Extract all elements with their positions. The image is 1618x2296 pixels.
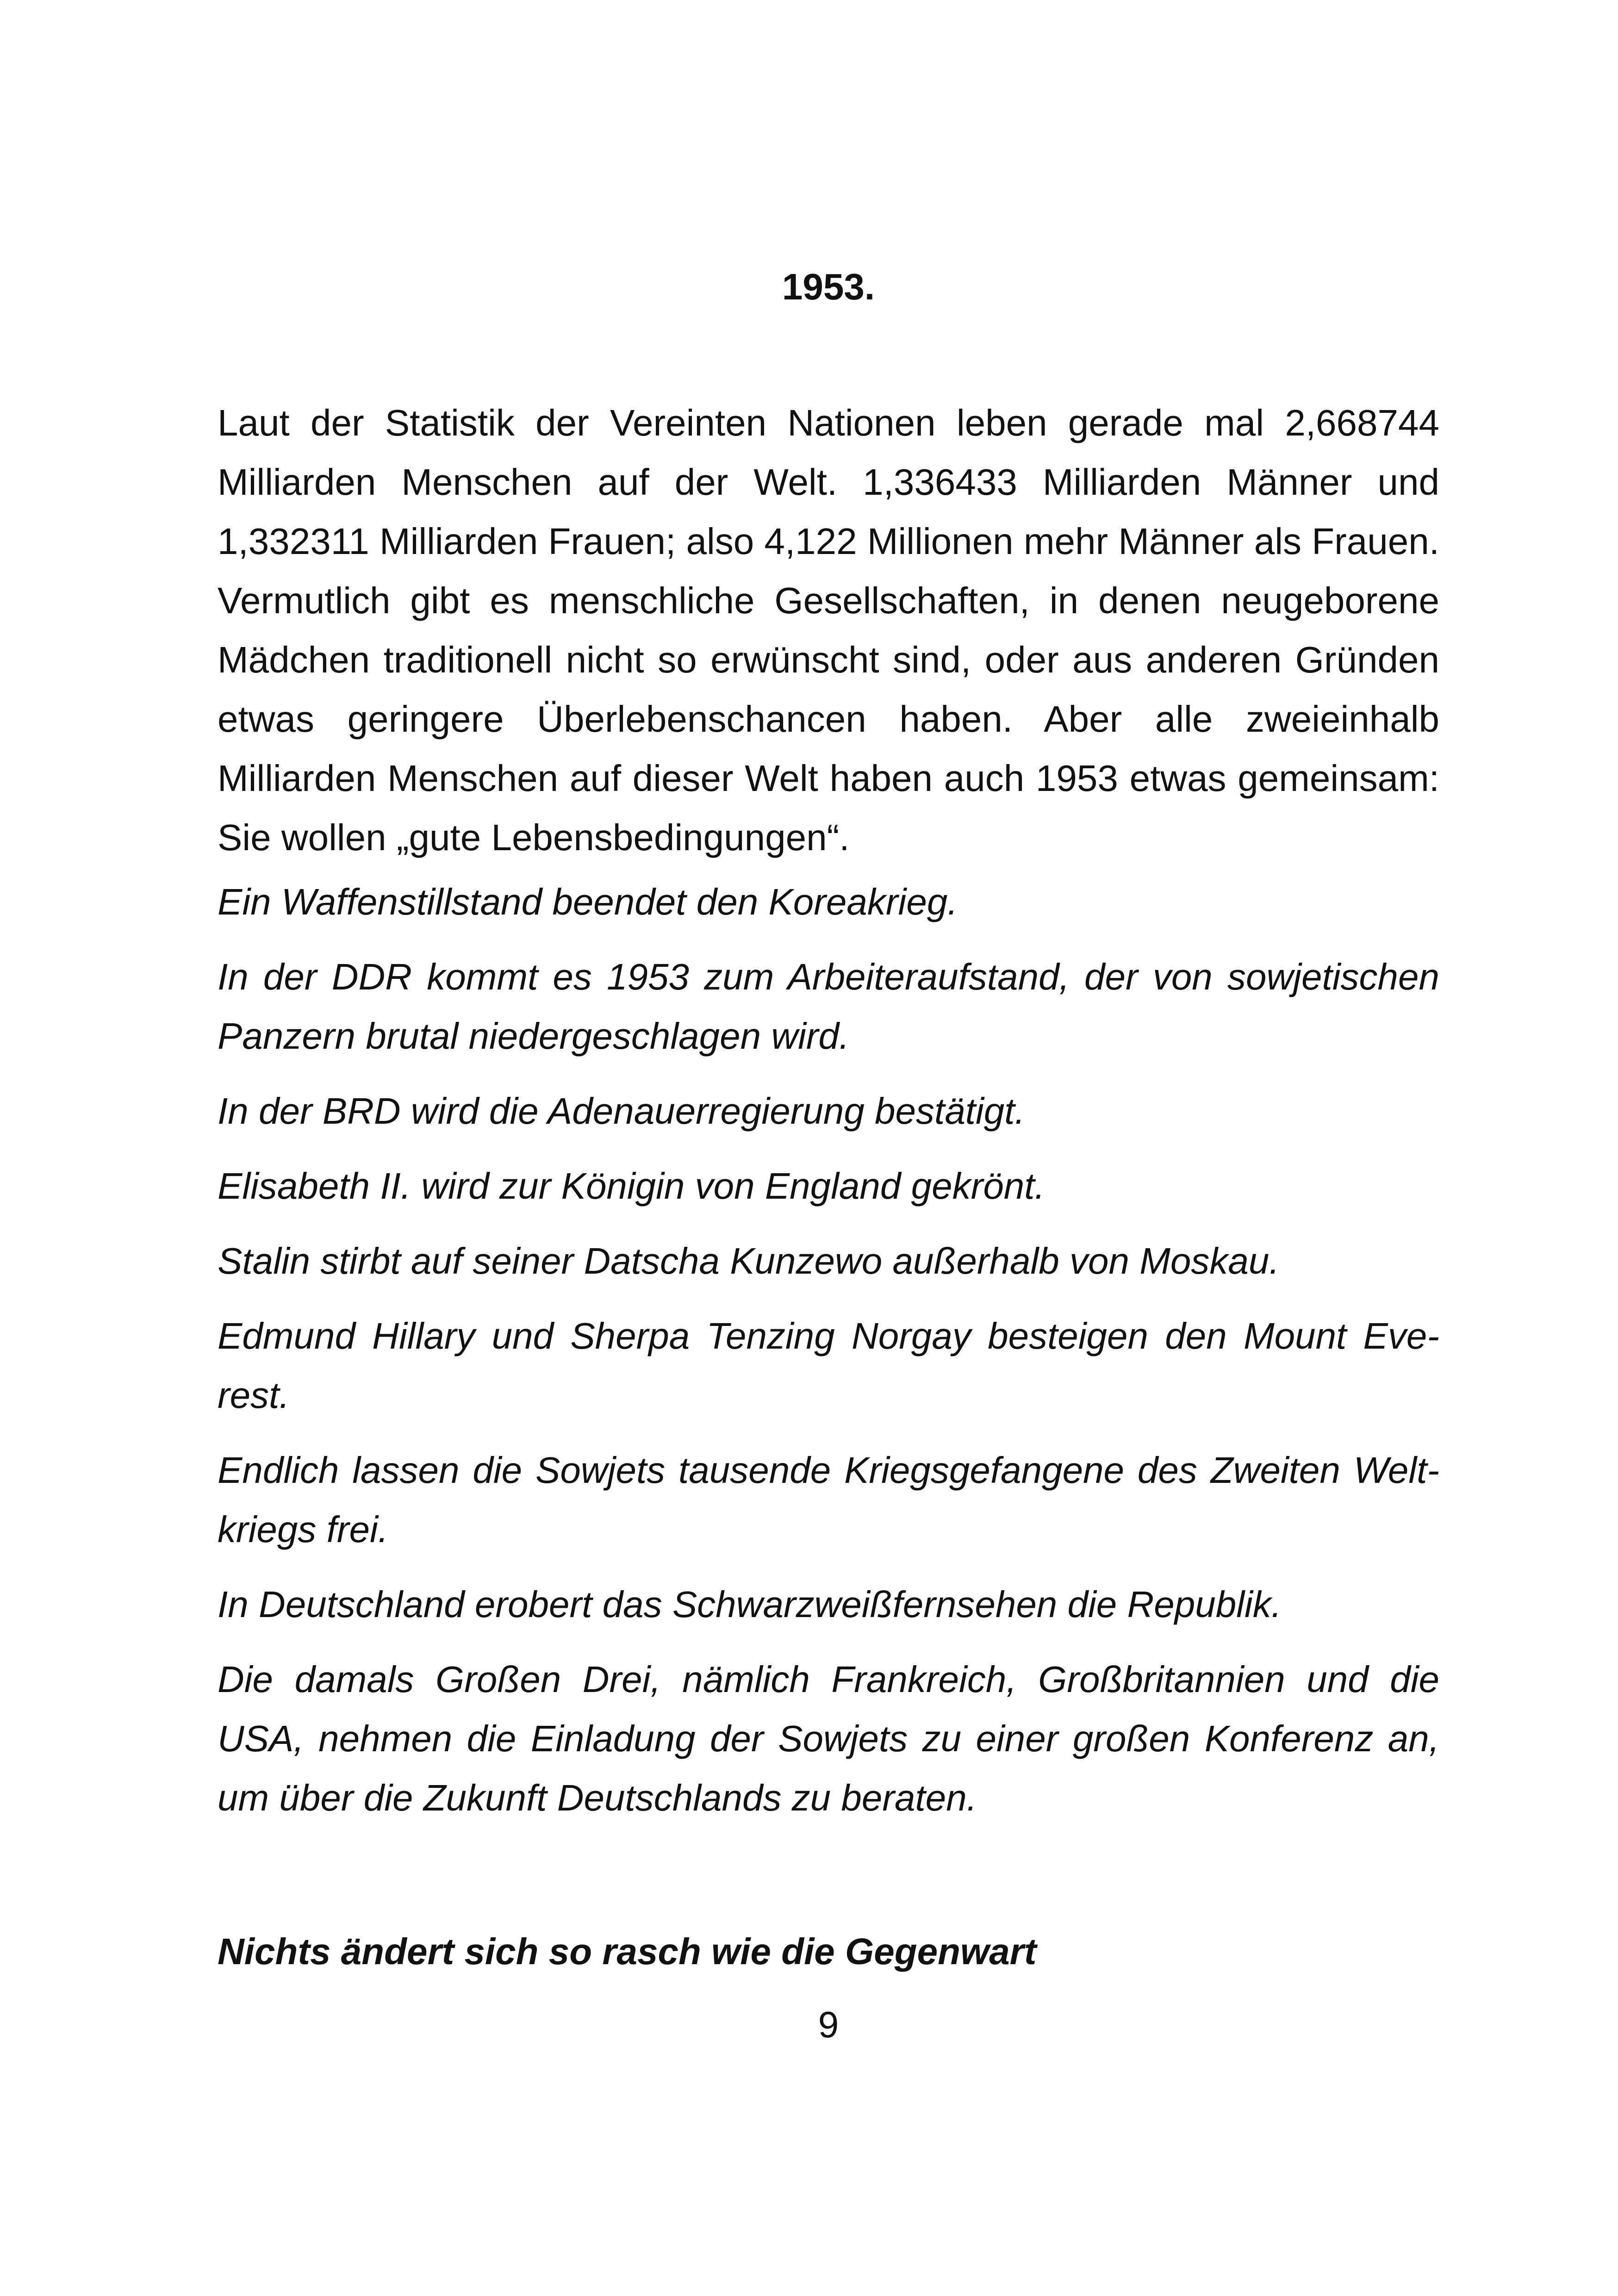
intro-paragraph: Laut der Statistik der Vereinten Nationen leben gerade mal 2,668744 Milliarden Menschen auf der Welt. 1,336433 Milliarden Männer und 1,332311 Milliarden Frauen; also 4,122 Millionen mehr Männer als Frauen. Vermutlich gibt es menschliche Gesellschaften, in denen neugeborene Mädchen traditionell nicht so erwünscht sind, oder aus anderen Gründen etwas geringere Überlebenschancen haben. Aber alle zweieinhalb Milliarden Menschen auf dieser Welt haben auch 1953 etwas gemeinsam: Sie wollen „gute Lebensbedingungen“. — [218, 402, 1439, 858]
event-item-ddr-uprising: In der DDR kommt es 1953 zum Arbeiteraufstand, der von sowjetischen Panzern brutal niedergeschlagen wird. — [218, 956, 1439, 1057]
event-item-adenauer: In der BRD wird die Adenauerregierung bestätigt. — [218, 1090, 1025, 1132]
event-item-television: In Deutschland erobert das Schwarzweißfernsehen die Republik. — [218, 1584, 1282, 1625]
event-item-conference: Die damals Großen Drei, nämlich Frankreich, Großbritannien und die USA, nehmen die Einladung der Sowjets zu einer großen Konferenz an, um über die Zukunft Deutschlands zu beraten. — [218, 1659, 1439, 1818]
year-heading: 1953. — [782, 266, 875, 307]
event-item-korea: Ein Waffenstillstand beendet den Koreakrieg. — [218, 881, 958, 922]
page-number: 9 — [818, 2004, 839, 2045]
event-item-prisoners: Endlich lassen die Sowjets tausende Kriegsgefangene des Zweiten Weltkriegs frei. — [218, 1450, 1439, 1550]
event-list — [218, 872, 1439, 1843]
event-item-elizabeth: Elisabeth II. wird zur Königin von England gekrönt. — [218, 1165, 1045, 1207]
event-item-stalin: Stalin stirbt auf seiner Datscha Kunzewo außerhalb von Moskau. — [218, 1240, 1280, 1282]
section-title: Nichts ändert sich so rasch wie die Gegenwart — [218, 1931, 1037, 1972]
event-item-everest: Edmund Hillary und Sherpa Tenzing Norgay besteigen den Mount Everest. — [218, 1315, 1439, 1416]
